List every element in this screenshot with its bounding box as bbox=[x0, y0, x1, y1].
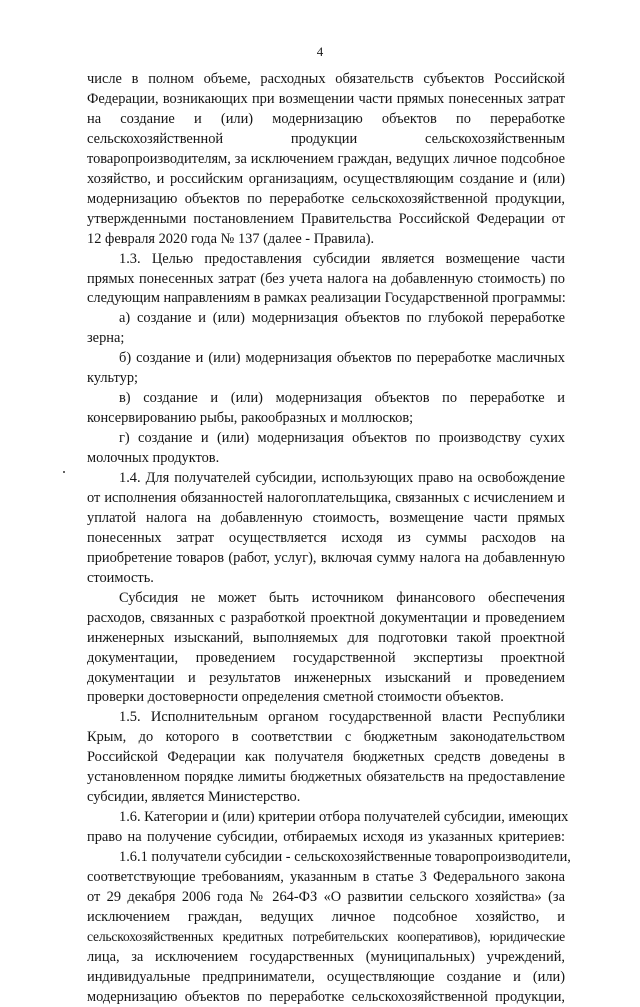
text-line: инженерных изысканий, выполняемых для подготовки такой проектной bbox=[87, 629, 565, 646]
text-line: г) создание и (или) модернизация объектов по производству сухих bbox=[119, 430, 565, 447]
text-line: проверки достоверности определения сметной стоимости объектов. bbox=[87, 689, 504, 706]
text-line: субсидии, является Министерство. bbox=[87, 789, 301, 806]
text-line: сельскохозяйственной продукции сельскохозяйственным bbox=[87, 130, 565, 147]
text-line: уплатой налога на добавленную стоимость, возмещение части прямых bbox=[87, 509, 565, 526]
text-line: числе в полном объеме, расходных обязательств субъектов Российской bbox=[87, 71, 565, 87]
text-line: 1.4. Для получателей субсидии, использующих право на освобождение bbox=[119, 470, 565, 486]
text-line: следующим направлениям в рамках реализации Государственной программы: bbox=[87, 290, 566, 307]
text-line: культур; bbox=[87, 370, 139, 387]
text-line: 12 февраля 2020 года № 137 (далее - Правила). bbox=[87, 230, 375, 247]
text-line: б) создание и (или) модернизация объектов по переработке масличных bbox=[119, 350, 565, 367]
text-line: от исполнения обязанностей налогоплательщика, связанных с исчислением и bbox=[87, 489, 565, 506]
page-number: 4 bbox=[316, 44, 324, 59]
text-line: в) создание и (или) модернизация объектов по переработке и bbox=[119, 390, 565, 407]
text-line: модернизацию объектов по переработке сельскохозяйственной продукции, bbox=[87, 988, 565, 1005]
text-line: от 29 декабря 2006 года № 264-ФЗ «О развитии сельского хозяйства» (за bbox=[87, 888, 565, 905]
scan-speck bbox=[63, 471, 65, 473]
text-line: молочных продуктов. bbox=[87, 450, 220, 467]
text-line: консервированию рыбы, ракообразных и моллюсков; bbox=[87, 410, 414, 427]
text-line: исключением граждан, ведущих личное подсобное хозяйство, и bbox=[87, 908, 565, 925]
text-line: а) создание и (или) модернизация объектов по глубокой переработке bbox=[119, 310, 565, 327]
text-line: документации, проведением государственной экспертизы проектной bbox=[87, 649, 565, 666]
text-line: расходов, связанных с разработкой проектной документации и проведением bbox=[87, 609, 565, 626]
text-line: модернизацию объектов по переработке сельскохозяйственной продукции, bbox=[87, 190, 565, 207]
text-line: товаропроизводителям, за исключением граждан, ведущих личное подсобное bbox=[87, 150, 565, 167]
text-line: лица, за исключением государственных (муниципальных) учреждений, bbox=[87, 948, 565, 965]
text-line: прямых понесенных затрат (без учета налога на добавленную стоимость) по bbox=[87, 270, 565, 287]
text-line: сельскохозяйственных кредитных потребительских кооперативов), юридические bbox=[87, 928, 565, 944]
text-line: документации и результатов инженерных изысканий и проведением bbox=[87, 669, 565, 686]
text-line: зерна; bbox=[87, 330, 125, 347]
text-line: соответствующие требованиям, указанным в статье 3 Федерального закона bbox=[87, 869, 565, 885]
text-line: 1.3. Целью предоставления субсидии является возмещение части bbox=[119, 250, 565, 267]
text-line: понесенных затрат осуществляется исходя из суммы расходов на bbox=[87, 529, 565, 546]
text-line: хозяйство, и российским организациям, осуществляющим создание и (или) bbox=[87, 170, 565, 187]
text-line: стоимость. bbox=[87, 569, 154, 586]
text-line: Федерации, возникающих при возмещении части прямых понесенных затрат bbox=[87, 90, 565, 107]
text-line: 1.6. Категории и (или) критерии отбора получателей субсидии, имеющих bbox=[119, 809, 569, 826]
text-line: на создание и (или) модернизацию объектов по переработке bbox=[87, 110, 565, 127]
text-line: 1.6.1 получатели субсидии - сельскохозяйственные товаропроизводители, bbox=[119, 849, 571, 866]
text-line: 1.5. Исполнительным органом государственной власти Республики bbox=[119, 709, 565, 726]
text-line: Российской Федерации как получателя бюджетных средств доведены в bbox=[87, 749, 565, 766]
text-line: установленном порядке лимиты бюджетных обязательств на предоставление bbox=[87, 769, 565, 786]
text-line: приобретение товаров (работ, услуг), включая сумму налога на добавленную bbox=[87, 549, 565, 566]
text-line: Крым, до которого в соответствии с бюджетным законодательством bbox=[87, 729, 565, 746]
text-line: право на получение субсидии, отбираемых исходя из указанных критериев: bbox=[87, 829, 565, 846]
text-line: индивидуальные предприниматели, осуществляющие создание и (или) bbox=[87, 968, 565, 985]
text-line: утвержденными постановлением Правительства Российской Федерации от bbox=[87, 210, 565, 227]
text-line: Субсидия не может быть источником финансового обеспечения bbox=[119, 589, 565, 606]
